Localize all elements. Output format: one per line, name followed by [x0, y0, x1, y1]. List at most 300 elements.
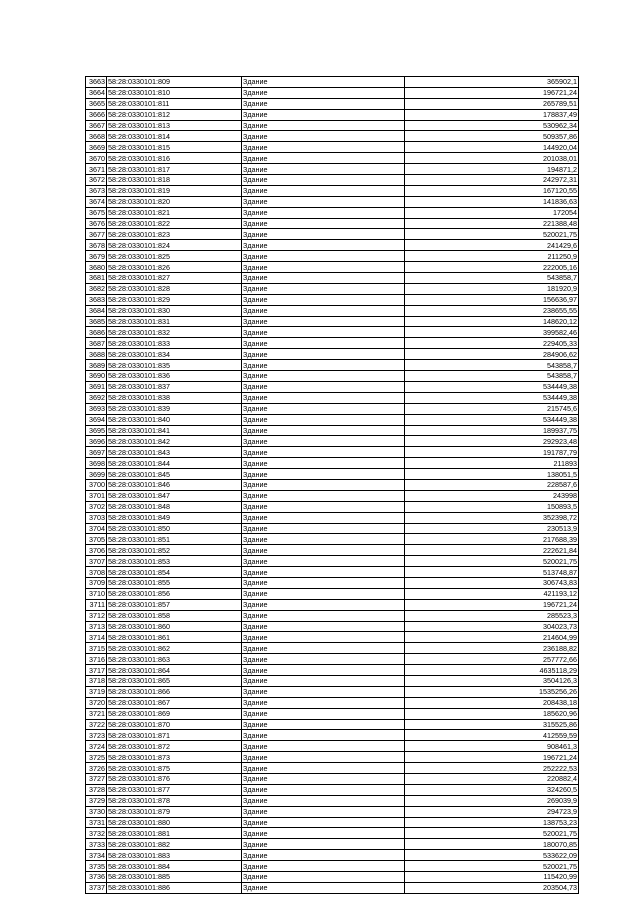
cadastral-value-cell: 115420,99 [405, 872, 579, 883]
object-type-cell: Здание [242, 479, 405, 490]
cadastral-value-cell: 304023,73 [405, 621, 579, 632]
row-number-cell: 3728 [86, 784, 107, 795]
cadastral-value-cell: 221388,48 [405, 218, 579, 229]
cadastral-value-cell: 241429,6 [405, 240, 579, 251]
object-type-cell: Здание [242, 752, 405, 763]
object-type-cell: Здание [242, 719, 405, 730]
row-number-cell: 3699 [86, 469, 107, 480]
cadastral-value-cell: 1535256,26 [405, 686, 579, 697]
table-row [86, 479, 579, 490]
table-row [86, 240, 579, 251]
row-number-cell: 3713 [86, 621, 107, 632]
cadastral-value-cell: 530962,34 [405, 120, 579, 131]
table-row [86, 185, 579, 196]
cadastral-value-cell: 421193,12 [405, 588, 579, 599]
cadastral-value-cell: 220882,4 [405, 774, 579, 785]
cadastral-number-cell: 58:28:0330101:861 [107, 632, 242, 643]
cadastral-value-cell: 4635118,29 [405, 665, 579, 676]
row-number-cell: 3696 [86, 436, 107, 447]
object-type-cell: Здание [242, 349, 405, 360]
table-row [86, 87, 579, 98]
cadastral-value-cell: 194871,2 [405, 164, 579, 175]
row-number-cell: 3666 [86, 109, 107, 120]
object-type-cell: Здание [242, 469, 405, 480]
object-type-cell: Здание [242, 305, 405, 316]
object-type-cell: Здание [242, 262, 405, 273]
object-type-cell: Здание [242, 675, 405, 686]
table-row [86, 131, 579, 142]
object-type-cell: Здание [242, 850, 405, 861]
cadastral-number-cell: 58:28:0330101:866 [107, 686, 242, 697]
row-number-cell: 3712 [86, 610, 107, 621]
row-number-cell: 3733 [86, 839, 107, 850]
row-number-cell: 3711 [86, 599, 107, 610]
row-number-cell: 3727 [86, 774, 107, 785]
table-row [86, 534, 579, 545]
table-row [86, 229, 579, 240]
cadastral-number-cell: 58:28:0330101:880 [107, 817, 242, 828]
cadastral-number-cell: 58:28:0330101:878 [107, 795, 242, 806]
cadastral-number-cell: 58:28:0330101:845 [107, 469, 242, 480]
table-row [86, 392, 579, 403]
cadastral-value-cell: 3504126,3 [405, 675, 579, 686]
cadastral-value-cell: 230513,9 [405, 523, 579, 534]
table-row [86, 850, 579, 861]
object-type-cell: Здание [242, 730, 405, 741]
cadastral-number-cell: 58:28:0330101:873 [107, 752, 242, 763]
object-type-cell: Здание [242, 882, 405, 893]
object-type-cell: Здание [242, 98, 405, 109]
table-row [86, 774, 579, 785]
table-row [86, 577, 579, 588]
table-row [86, 861, 579, 872]
object-type-cell: Здание [242, 741, 405, 752]
row-number-cell: 3736 [86, 872, 107, 883]
object-type-cell: Здание [242, 164, 405, 175]
row-number-cell: 3735 [86, 861, 107, 872]
cadastral-number-cell: 58:28:0330101:860 [107, 621, 242, 632]
cadastral-number-cell: 58:28:0330101:877 [107, 784, 242, 795]
row-number-cell: 3730 [86, 806, 107, 817]
cadastral-number-cell: 58:28:0330101:822 [107, 218, 242, 229]
cadastral-number-cell: 58:28:0330101:879 [107, 806, 242, 817]
cadastral-value-cell: 520021,75 [405, 229, 579, 240]
cadastral-value-cell: 365902,1 [405, 77, 579, 88]
object-type-cell: Здание [242, 381, 405, 392]
cadastral-value-cell: 252222,53 [405, 763, 579, 774]
row-number-cell: 3667 [86, 120, 107, 131]
cadastral-value-cell: 167120,55 [405, 185, 579, 196]
cadastral-number-cell: 58:28:0330101:857 [107, 599, 242, 610]
table-row [86, 697, 579, 708]
row-number-cell: 3697 [86, 447, 107, 458]
cadastral-value-cell: 196721,24 [405, 752, 579, 763]
table-row [86, 164, 579, 175]
object-type-cell: Здание [242, 251, 405, 262]
object-type-cell: Здание [242, 175, 405, 186]
object-type-cell: Здание [242, 403, 405, 414]
table-row [86, 675, 579, 686]
cadastral-number-cell: 58:28:0330101:830 [107, 305, 242, 316]
cadastral-value-cell: 185620,96 [405, 708, 579, 719]
cadastral-value-cell: 292923,48 [405, 436, 579, 447]
cadastral-value-cell: 352398,72 [405, 512, 579, 523]
cadastral-value-cell: 138753,23 [405, 817, 579, 828]
object-type-cell: Здание [242, 610, 405, 621]
table-row [86, 436, 579, 447]
cadastral-value-cell: 211250,9 [405, 251, 579, 262]
row-number-cell: 3700 [86, 479, 107, 490]
object-type-cell: Здание [242, 229, 405, 240]
object-type-cell: Здание [242, 784, 405, 795]
cadastral-number-cell: 58:28:0330101:842 [107, 436, 242, 447]
row-number-cell: 3698 [86, 458, 107, 469]
row-number-cell: 3724 [86, 741, 107, 752]
cadastral-number-cell: 58:28:0330101:885 [107, 872, 242, 883]
table-row [86, 872, 579, 883]
table-row [86, 425, 579, 436]
object-type-cell: Здание [242, 109, 405, 120]
object-type-cell: Здание [242, 686, 405, 697]
table-row [86, 741, 579, 752]
cadastral-value-cell: 144920,04 [405, 142, 579, 153]
object-type-cell: Здание [242, 588, 405, 599]
table-row [86, 403, 579, 414]
cadastral-value-cell: 215745,6 [405, 403, 579, 414]
row-number-cell: 3663 [86, 77, 107, 88]
cadastral-value-cell: 201038,01 [405, 153, 579, 164]
row-number-cell: 3737 [86, 882, 107, 893]
cadastral-value-cell: 222005,16 [405, 262, 579, 273]
object-type-cell: Здание [242, 872, 405, 883]
cadastral-number-cell: 58:28:0330101:869 [107, 708, 242, 719]
cadastral-number-cell: 58:28:0330101:815 [107, 142, 242, 153]
cadastral-number-cell: 58:28:0330101:814 [107, 131, 242, 142]
cadastral-number-cell: 58:28:0330101:836 [107, 371, 242, 382]
table-row [86, 262, 579, 273]
table-row [86, 599, 579, 610]
object-type-cell: Здание [242, 131, 405, 142]
object-type-cell: Здание [242, 120, 405, 131]
table-row [86, 763, 579, 774]
object-type-cell: Здание [242, 327, 405, 338]
cadastral-number-cell: 58:28:0330101:825 [107, 251, 242, 262]
cadastral-number-cell: 58:28:0330101:852 [107, 545, 242, 556]
cadastral-value-cell: 211893 [405, 458, 579, 469]
cadastral-value-cell: 191787,79 [405, 447, 579, 458]
object-type-cell: Здание [242, 861, 405, 872]
cadastral-number-cell: 58:28:0330101:858 [107, 610, 242, 621]
table-row [86, 207, 579, 218]
row-number-cell: 3664 [86, 87, 107, 98]
cadastral-number-cell: 58:28:0330101:838 [107, 392, 242, 403]
cadastral-value-cell: 520021,75 [405, 556, 579, 567]
cadastral-number-cell: 58:28:0330101:865 [107, 675, 242, 686]
cadastral-number-cell: 58:28:0330101:846 [107, 479, 242, 490]
row-number-cell: 3677 [86, 229, 107, 240]
cadastral-number-cell: 58:28:0330101:871 [107, 730, 242, 741]
row-number-cell: 3693 [86, 403, 107, 414]
cadastral-value-cell: 412559,59 [405, 730, 579, 741]
row-number-cell: 3685 [86, 316, 107, 327]
table-row [86, 806, 579, 817]
cadastral-value-cell: 534449,38 [405, 392, 579, 403]
cadastral-value-cell: 141836,63 [405, 196, 579, 207]
object-type-cell: Здание [242, 414, 405, 425]
object-type-cell: Здание [242, 795, 405, 806]
row-number-cell: 3701 [86, 490, 107, 501]
row-number-cell: 3726 [86, 763, 107, 774]
cadastral-number-cell: 58:28:0330101:810 [107, 87, 242, 98]
object-type-cell: Здание [242, 621, 405, 632]
cadastral-number-cell: 58:28:0330101:820 [107, 196, 242, 207]
object-type-cell: Здание [242, 294, 405, 305]
table-row [86, 142, 579, 153]
table-row [86, 77, 579, 88]
row-number-cell: 3675 [86, 207, 107, 218]
object-type-cell: Здание [242, 87, 405, 98]
cadastral-number-cell: 58:28:0330101:812 [107, 109, 242, 120]
object-type-cell: Здание [242, 185, 405, 196]
cadastral-number-cell: 58:28:0330101:837 [107, 381, 242, 392]
row-number-cell: 3689 [86, 360, 107, 371]
row-number-cell: 3669 [86, 142, 107, 153]
row-number-cell: 3691 [86, 381, 107, 392]
table-row [86, 338, 579, 349]
cadastral-value-cell: 534449,38 [405, 414, 579, 425]
cadastral-value-cell: 513748,87 [405, 567, 579, 578]
cadastral-number-cell: 58:28:0330101:848 [107, 501, 242, 512]
row-number-cell: 3692 [86, 392, 107, 403]
cadastral-value-cell: 306743,83 [405, 577, 579, 588]
table-row [86, 795, 579, 806]
row-number-cell: 3715 [86, 643, 107, 654]
row-number-cell: 3676 [86, 218, 107, 229]
table-row [86, 882, 579, 893]
object-type-cell: Здание [242, 806, 405, 817]
object-type-cell: Здание [242, 425, 405, 436]
table-row [86, 610, 579, 621]
row-number-cell: 3708 [86, 567, 107, 578]
cadastral-number-cell: 58:28:0330101:875 [107, 763, 242, 774]
object-type-cell: Здание [242, 697, 405, 708]
table-row [86, 784, 579, 795]
row-number-cell: 3695 [86, 425, 107, 436]
cadastral-number-cell: 58:28:0330101:811 [107, 98, 242, 109]
table-row [86, 588, 579, 599]
cadastral-number-cell: 58:28:0330101:856 [107, 588, 242, 599]
row-number-cell: 3732 [86, 828, 107, 839]
row-number-cell: 3725 [86, 752, 107, 763]
table-row [86, 251, 579, 262]
cadastral-number-cell: 58:28:0330101:882 [107, 839, 242, 850]
object-type-cell: Здание [242, 512, 405, 523]
cadastral-value-cell: 315525,86 [405, 719, 579, 730]
object-type-cell: Здание [242, 240, 405, 251]
row-number-cell: 3718 [86, 675, 107, 686]
cadastral-number-cell: 58:28:0330101:850 [107, 523, 242, 534]
cadastral-value-cell: 189937,75 [405, 425, 579, 436]
row-number-cell: 3665 [86, 98, 107, 109]
table-row [86, 632, 579, 643]
cadastral-value-cell: 181920,9 [405, 283, 579, 294]
cadastral-number-cell: 58:28:0330101:853 [107, 556, 242, 567]
table-row [86, 414, 579, 425]
cadastral-value-cell: 196721,24 [405, 599, 579, 610]
object-type-cell: Здание [242, 774, 405, 785]
object-type-cell: Здание [242, 545, 405, 556]
cadastral-number-cell: 58:28:0330101:884 [107, 861, 242, 872]
cadastral-number-cell: 58:28:0330101:872 [107, 741, 242, 752]
object-type-cell: Здание [242, 643, 405, 654]
object-type-cell: Здание [242, 436, 405, 447]
cadastral-number-cell: 58:28:0330101:828 [107, 283, 242, 294]
cadastral-number-cell: 58:28:0330101:809 [107, 77, 242, 88]
row-number-cell: 3674 [86, 196, 107, 207]
table-row [86, 556, 579, 567]
cadastral-value-cell: 520021,75 [405, 861, 579, 872]
cadastral-value-cell: 285523,3 [405, 610, 579, 621]
table-row [86, 621, 579, 632]
cadastral-number-cell: 58:28:0330101:840 [107, 414, 242, 425]
cadastral-value-cell: 236188,82 [405, 643, 579, 654]
cadastral-number-cell: 58:28:0330101:834 [107, 349, 242, 360]
row-number-cell: 3694 [86, 414, 107, 425]
object-type-cell: Здание [242, 632, 405, 643]
table-row [86, 469, 579, 480]
object-type-cell: Здание [242, 316, 405, 327]
row-number-cell: 3731 [86, 817, 107, 828]
table-row [86, 175, 579, 186]
cadastral-value-cell: 908461,3 [405, 741, 579, 752]
cadastral-value-cell: 243998 [405, 490, 579, 501]
cadastral-value-cell: 228587,6 [405, 479, 579, 490]
row-number-cell: 3672 [86, 175, 107, 186]
object-type-cell: Здание [242, 763, 405, 774]
row-number-cell: 3709 [86, 577, 107, 588]
table-row [86, 654, 579, 665]
object-type-cell: Здание [242, 273, 405, 284]
cadastral-value-cell: 178837,49 [405, 109, 579, 120]
table-row [86, 305, 579, 316]
cadastral-value-cell: 172054 [405, 207, 579, 218]
row-number-cell: 3717 [86, 665, 107, 676]
cadastral-number-cell: 58:28:0330101:870 [107, 719, 242, 730]
cadastral-value-cell: 180070,85 [405, 839, 579, 850]
table-row [86, 828, 579, 839]
cadastral-number-cell: 58:28:0330101:841 [107, 425, 242, 436]
cadastral-value-cell: 294723,9 [405, 806, 579, 817]
table-row [86, 458, 579, 469]
object-type-cell: Здание [242, 196, 405, 207]
cadastral-number-cell: 58:28:0330101:833 [107, 338, 242, 349]
object-type-cell: Здание [242, 371, 405, 382]
table-row [86, 349, 579, 360]
cadastral-value-cell: 222621,84 [405, 545, 579, 556]
object-type-cell: Здание [242, 534, 405, 545]
cadastral-number-cell: 58:28:0330101:813 [107, 120, 242, 131]
cadastral-number-cell: 58:28:0330101:823 [107, 229, 242, 240]
cadastral-number-cell: 58:28:0330101:819 [107, 185, 242, 196]
object-type-cell: Здание [242, 392, 405, 403]
table-row [86, 665, 579, 676]
row-number-cell: 3673 [86, 185, 107, 196]
cadastral-number-cell: 58:28:0330101:839 [107, 403, 242, 414]
object-type-cell: Здание [242, 828, 405, 839]
cadastral-value-cell: 533622,09 [405, 850, 579, 861]
row-number-cell: 3705 [86, 534, 107, 545]
cadastral-value-table [85, 76, 579, 894]
table-row [86, 752, 579, 763]
row-number-cell: 3688 [86, 349, 107, 360]
object-type-cell: Здание [242, 490, 405, 501]
table-row [86, 719, 579, 730]
cadastral-number-cell: 58:28:0330101:881 [107, 828, 242, 839]
cadastral-number-cell: 58:28:0330101:854 [107, 567, 242, 578]
table-row [86, 153, 579, 164]
cadastral-value-cell: 238655,55 [405, 305, 579, 316]
table-row [86, 447, 579, 458]
object-type-cell: Здание [242, 577, 405, 588]
row-number-cell: 3683 [86, 294, 107, 305]
cadastral-number-cell: 58:28:0330101:876 [107, 774, 242, 785]
row-number-cell: 3734 [86, 850, 107, 861]
cadastral-value-cell: 229405,33 [405, 338, 579, 349]
table-row [86, 360, 579, 371]
table-row [86, 120, 579, 131]
table-row [86, 501, 579, 512]
row-number-cell: 3710 [86, 588, 107, 599]
cadastral-value-cell: 543858,7 [405, 360, 579, 371]
cadastral-value-cell: 150893,5 [405, 501, 579, 512]
cadastral-number-cell: 58:28:0330101:832 [107, 327, 242, 338]
cadastral-number-cell: 58:28:0330101:831 [107, 316, 242, 327]
cadastral-number-cell: 58:28:0330101:824 [107, 240, 242, 251]
table-row [86, 512, 579, 523]
cadastral-value-cell: 203504,73 [405, 882, 579, 893]
table-row [86, 218, 579, 229]
row-number-cell: 3719 [86, 686, 107, 697]
cadastral-value-cell: 543858,7 [405, 371, 579, 382]
cadastral-number-cell: 58:28:0330101:829 [107, 294, 242, 305]
cadastral-number-cell: 58:28:0330101:827 [107, 273, 242, 284]
cadastral-number-cell: 58:28:0330101:818 [107, 175, 242, 186]
object-type-cell: Здание [242, 556, 405, 567]
cadastral-value-cell: 217688,39 [405, 534, 579, 545]
table-row [86, 327, 579, 338]
cadastral-number-cell: 58:28:0330101:816 [107, 153, 242, 164]
cadastral-number-cell: 58:28:0330101:867 [107, 697, 242, 708]
row-number-cell: 3707 [86, 556, 107, 567]
cadastral-value-cell: 534449,38 [405, 381, 579, 392]
object-type-cell: Здание [242, 218, 405, 229]
table-row [86, 371, 579, 382]
table-row [86, 196, 579, 207]
row-number-cell: 3682 [86, 283, 107, 294]
row-number-cell: 3686 [86, 327, 107, 338]
object-type-cell: Здание [242, 360, 405, 371]
object-type-cell: Здание [242, 77, 405, 88]
cadastral-value-cell: 138051,5 [405, 469, 579, 480]
table-row [86, 730, 579, 741]
table-row [86, 283, 579, 294]
cadastral-value-cell: 399582,46 [405, 327, 579, 338]
row-number-cell: 3671 [86, 164, 107, 175]
table-row [86, 839, 579, 850]
cadastral-value-cell: 509357,86 [405, 131, 579, 142]
cadastral-number-cell: 58:28:0330101:863 [107, 654, 242, 665]
cadastral-value-cell: 284906,62 [405, 349, 579, 360]
